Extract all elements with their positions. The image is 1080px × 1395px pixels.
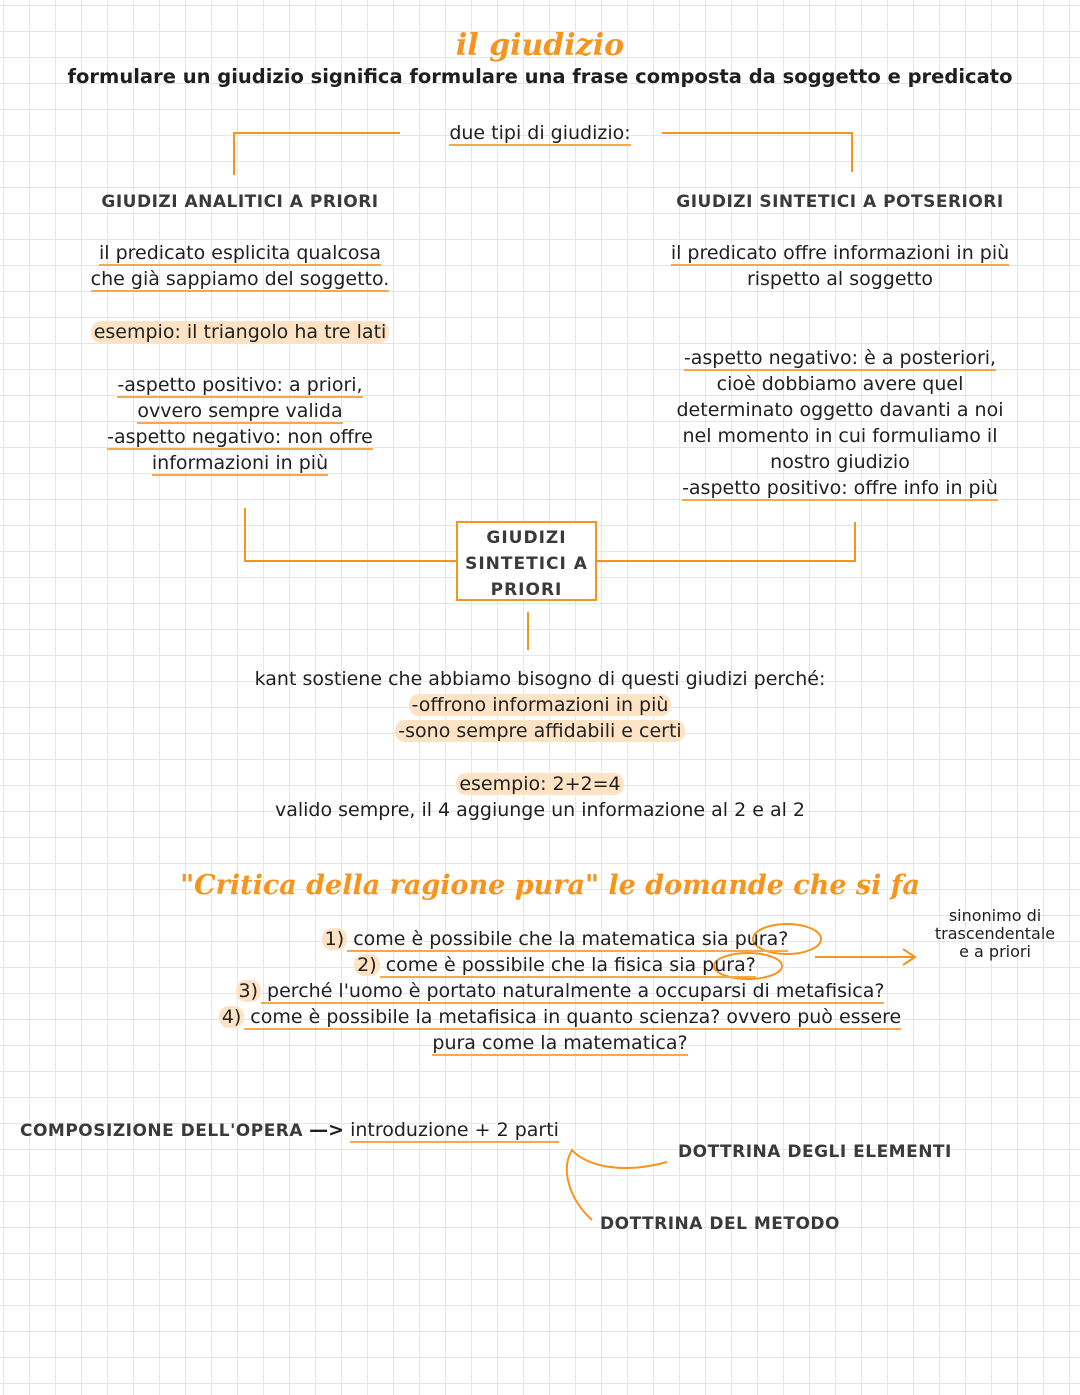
part-metodo: DOTTRINA DEL METODO [600, 1214, 840, 1234]
part-elementi: DOTTRINA DEGLI ELEMENTI [678, 1142, 952, 1162]
kant-line3-text: -sono sempre affidabili e certi [395, 720, 684, 742]
synthetic-desc-line1: il predicato offre informazioni in più [670, 242, 1010, 264]
center-box-line1: GIUDIZI [486, 528, 567, 548]
synthetic-neg-line5: nostro giudizio [770, 451, 910, 473]
analytic-pos-label: -aspetto positivo: [117, 374, 283, 396]
synthetic-neg-line2: cioè dobbiamo avere quel [716, 373, 964, 395]
synthetic-positive [610, 475, 1070, 501]
analytic-example [40, 319, 440, 345]
page-title: il giudizio [455, 28, 625, 63]
q2-number: 2) [354, 954, 380, 976]
analytic-desc-line2: che già sappiamo del soggetto. [90, 268, 390, 290]
synthetic-desc-line2: rispetto al soggetto [746, 268, 934, 290]
analytic-desc-1 [40, 240, 440, 266]
analytic-desc-line1: il predicato esplicita qualcosa [99, 242, 381, 264]
analytic-example-text: esempio: il triangolo ha tre lati [91, 321, 390, 343]
q4-text: come è possibile la metafisica in quanto scienza? ovvero può essere [244, 1006, 902, 1028]
analytic-neg-label: -aspetto negativo: [107, 426, 282, 448]
q3-number: 3) [236, 980, 262, 1002]
analytic-pos-line2: ovvero sempre valida [137, 400, 343, 422]
analytic-negative-2 [40, 450, 440, 476]
side-note-line2: trascendentale [934, 924, 1056, 943]
q1-text: come è possibile che la matematica sia [347, 928, 735, 950]
synthetic-desc-1 [610, 240, 1070, 266]
analytic-neg-text: non offre [281, 426, 373, 448]
side-note-line1: sinonimo di [948, 906, 1042, 925]
composizione-text: introduzione + 2 parti [350, 1119, 559, 1141]
kant-example [0, 771, 1080, 797]
kant-line2 [0, 692, 1080, 718]
question-4 [0, 1004, 1080, 1030]
composizione-label: COMPOSIZIONE DELL'OPERA [20, 1121, 304, 1141]
center-box-line3: PRIORI [490, 580, 563, 600]
kant-line2-text: -offrono informazioni in più [409, 694, 672, 716]
center-box [456, 521, 597, 601]
definition-text: formulare un giudizio significa formulare una frase composta da soggetto e predicato [67, 65, 1013, 88]
side-note-line3: e a priori [959, 942, 1031, 961]
composizione-row [20, 1117, 559, 1144]
synthetic-heading: GIUDIZI SINTETICI A POTSERIORI [676, 192, 1004, 212]
analytic-positive-2 [40, 398, 440, 424]
composizione-arrow: —> [309, 1119, 345, 1141]
connector-right-top [662, 133, 852, 172]
analytic-positive [40, 372, 440, 398]
kant-line1: kant sostiene che abbiamo bisogno di questi giudizi perché: [254, 668, 826, 690]
analytic-desc-2 [40, 266, 440, 292]
q1-word: pura? [734, 928, 789, 950]
q2-text: come è possibile che la fisica sia [379, 954, 703, 976]
center-box-line2: SINTETICI A [465, 554, 588, 574]
synthetic-neg-label: -aspetto negativo: [683, 347, 859, 369]
connector-right-bottom [596, 522, 855, 561]
critica-title: "Critica della ragione pura" le domande che si fa [180, 870, 920, 901]
kant-example-text: esempio: 2+2=4 [456, 773, 623, 795]
q4-number: 4) [219, 1006, 245, 1028]
analytic-pos-text: a priori, [282, 374, 363, 396]
synthetic-neg-text: è a posteriori, [858, 347, 997, 369]
analytic-neg-line2: informazioni in più [151, 452, 329, 474]
two-types-text: due tipi di giudizio: [449, 122, 631, 144]
q3-text: perché l'uomo è portato naturalmente a occuparsi di metafisica? [261, 980, 885, 1002]
kant-line3 [0, 718, 1080, 744]
kant-example-note: valido sempre, il 4 aggiunge un informazione al 2 e al 2 [274, 799, 806, 821]
synthetic-neg-line4: nel momento in cui formuliamo il [682, 425, 998, 447]
q1-number: 1) [322, 928, 348, 950]
two-types-label [400, 120, 680, 146]
question-4-line2 [0, 1030, 1080, 1056]
analytic-negative [40, 424, 440, 450]
synthetic-pos-text: offre info in più [847, 477, 998, 499]
q2-word: pura? [702, 954, 756, 976]
connector-left-bottom [245, 508, 457, 561]
synthetic-pos-label: -aspetto positivo: [682, 477, 848, 499]
analytic-heading: GIUDIZI ANALITICI A PRIORI [101, 192, 379, 212]
synthetic-neg-line3: determinato oggetto davanti a noi [676, 399, 1004, 421]
connector-left-top [234, 133, 400, 175]
q4-line2-text: pura come la matematica? [432, 1032, 688, 1054]
side-note [915, 907, 1075, 961]
brace-curve [567, 1150, 667, 1220]
synthetic-negative [610, 345, 1070, 371]
question-3 [0, 978, 1080, 1004]
